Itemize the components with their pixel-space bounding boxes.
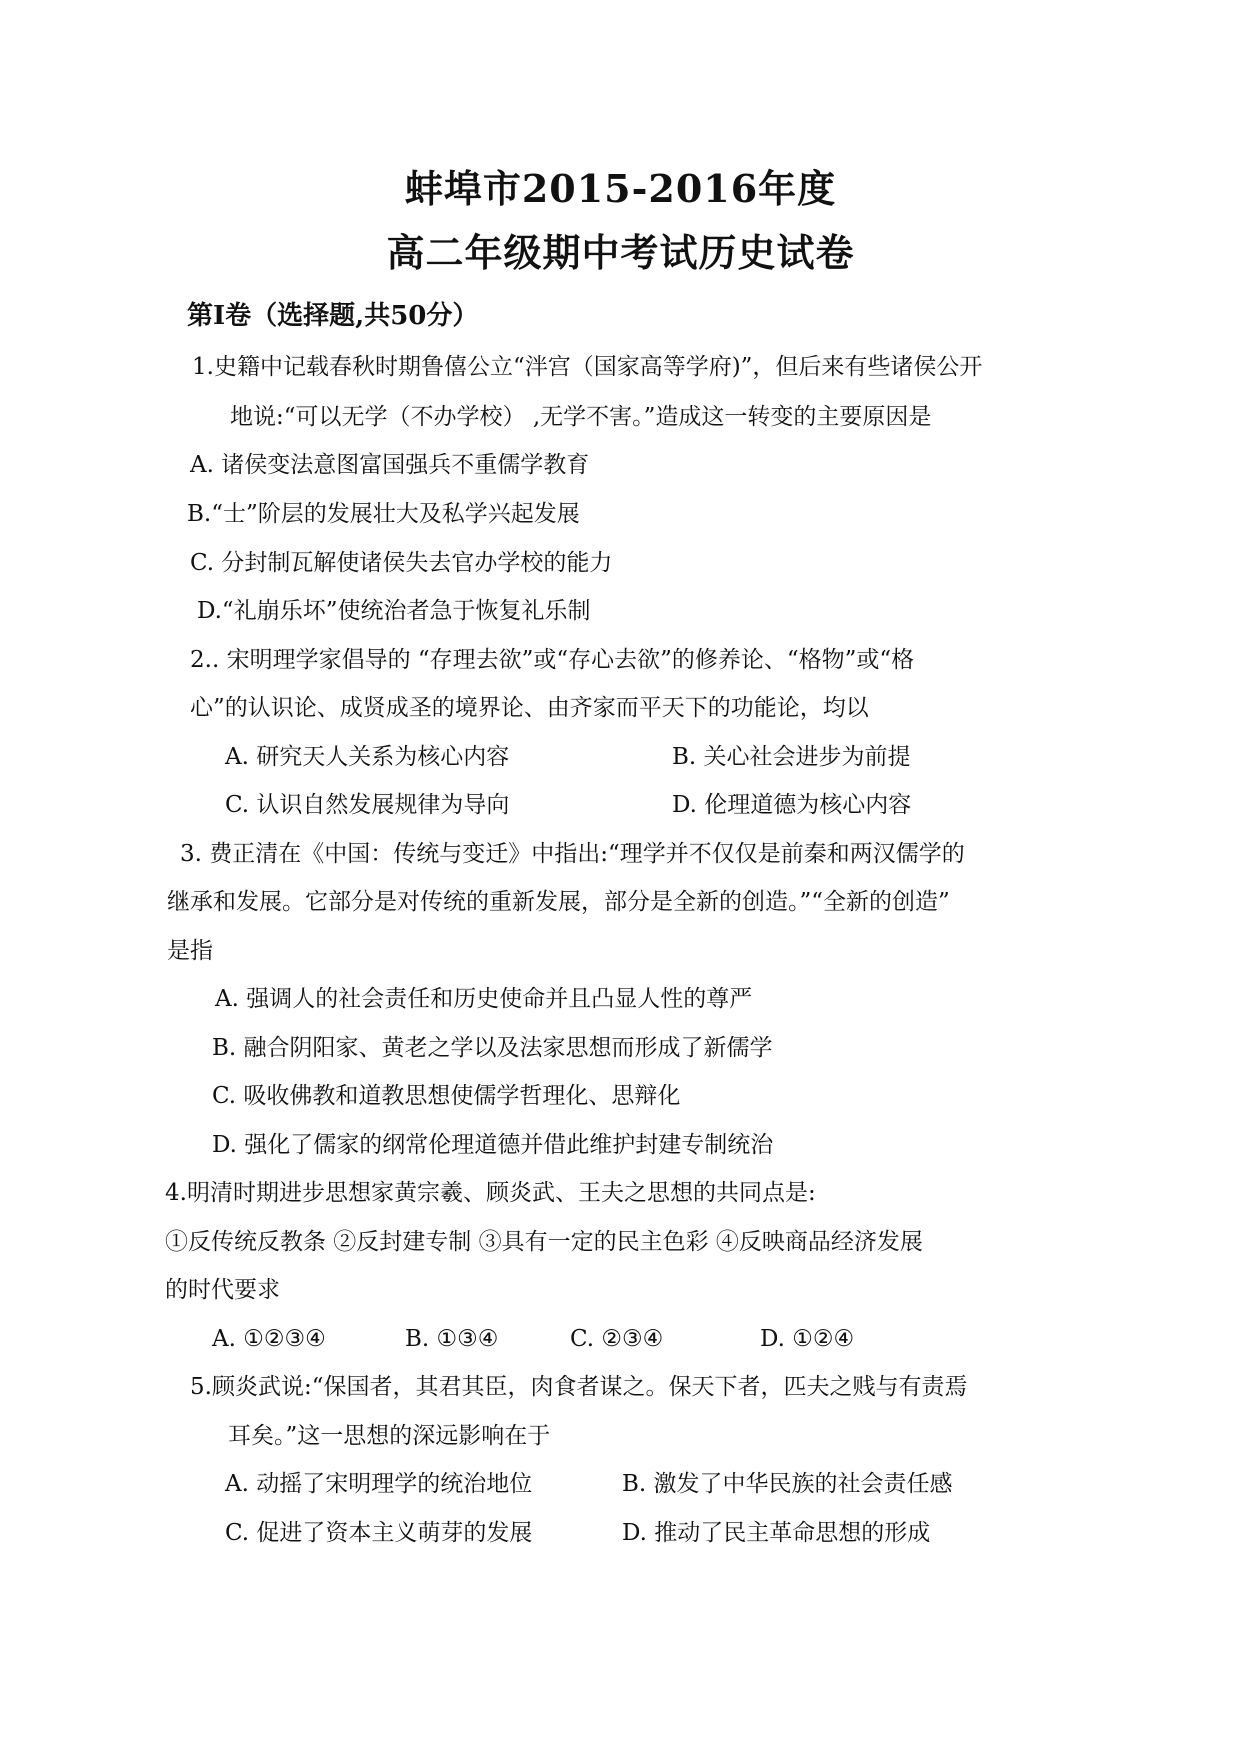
question-4-option-c: C. ②③④ — [570, 1326, 664, 1352]
section-heading: 第Ⅰ卷（选择题,共50分） — [187, 301, 479, 331]
question-4-items-line2: 的时代要求 — [165, 1277, 280, 1303]
question-3-option-a: A. 强调人的社会责任和历史使命并且凸显人性的尊严 — [215, 986, 753, 1012]
question-5-option-a: A. 动摇了宋明理学的统治地位 — [225, 1471, 533, 1497]
question-5-option-b: B. 激发了中华民族的社会责任感 — [622, 1471, 953, 1497]
question-5-stem-line1: 5.顾炎武说:“保国者，其君其臣，肉食者谋之。保天下者，匹夫之贱与有责焉 — [190, 1374, 968, 1400]
question-1-option-a: A. 诸侯变法意图富国强兵不重儒学教育 — [190, 452, 590, 478]
question-1-option-d: D.“礼崩乐坏”使统治者急于恢复礼乐制 — [197, 598, 591, 624]
question-4-items-line1: ①反传统反教条 ②反封建专制 ③具有一定的民主色彩 ④反映商品经济发展 — [165, 1229, 923, 1255]
question-5-option-c: C. 促进了资本主义萌芽的发展 — [225, 1520, 533, 1546]
question-1-option-b: B.“士”阶层的发展壮大及私学兴起发展 — [187, 501, 580, 527]
question-2-stem-line1: 2.. 宋明理学家倡导的 “存理去欲”或“存心去欲”的修养论、“格物”或“格 — [190, 647, 915, 673]
question-3-option-b: B. 融合阴阳家、黄老之学以及法家思想而形成了新儒学 — [212, 1035, 773, 1061]
question-3-stem-line3: 是指 — [167, 938, 213, 964]
question-1-option-c: C. 分封制瓦解使诸侯失去官办学校的能力 — [190, 550, 613, 576]
question-2-stem-line2: 心”的认识论、成贤成圣的境界论、由齐家而平天下的功能论，均以 — [190, 695, 869, 721]
question-2-option-b: B. 关心社会进步为前提 — [672, 744, 911, 770]
question-4-option-b: B. ①③④ — [405, 1326, 499, 1352]
question-3-stem-line2: 继承和发展。它部分是对传统的重新发展，部分是全新的创造。”“全新的创造” — [167, 889, 950, 915]
question-2-option-c: C. 认识自然发展规律为导向 — [225, 792, 510, 818]
question-4-option-a: A. ①②③④ — [212, 1326, 326, 1352]
question-2-option-d: D. 伦理道德为核心内容 — [672, 792, 912, 818]
question-2-option-a: A. 研究天人关系为核心内容 — [225, 744, 510, 770]
question-5-stem-line2: 耳矣。”这一思想的深远影响在于 — [228, 1423, 551, 1449]
question-1-stem-line1: 1.史籍中记载春秋时期鲁僖公立“泮宫（国家高等学府)”，但后来有些诸侯公开 — [192, 354, 983, 380]
exam-title-line1: 蚌埠市2015-2016年度 — [404, 166, 837, 211]
question-3-option-c: C. 吸收佛教和道教思想使儒学哲理化、思辩化 — [212, 1083, 681, 1109]
question-4-stem-line1: 4.明清时期进步思想家黄宗羲、顾炎武、王夫之思想的共同点是: — [165, 1180, 816, 1206]
question-1-stem-line2: 地说:“可以无学（不办学校） ,无学不害。”造成这一转变的主要原因是 — [230, 404, 932, 430]
exam-title-line2: 高二年级期中考试历史试卷 — [386, 230, 855, 275]
question-3-option-d: D. 强化了儒家的纲常伦理道德并借此维护封建专制统治 — [212, 1132, 774, 1158]
question-5-option-d: D. 推动了民主革命思想的形成 — [622, 1520, 931, 1546]
question-4-option-d: D. ①②④ — [760, 1326, 855, 1352]
question-3-stem-line1: 3. 费正清在《中国：传统与变迁》中指出:“理学并不仅仅是前秦和两汉儒学的 — [180, 841, 965, 867]
